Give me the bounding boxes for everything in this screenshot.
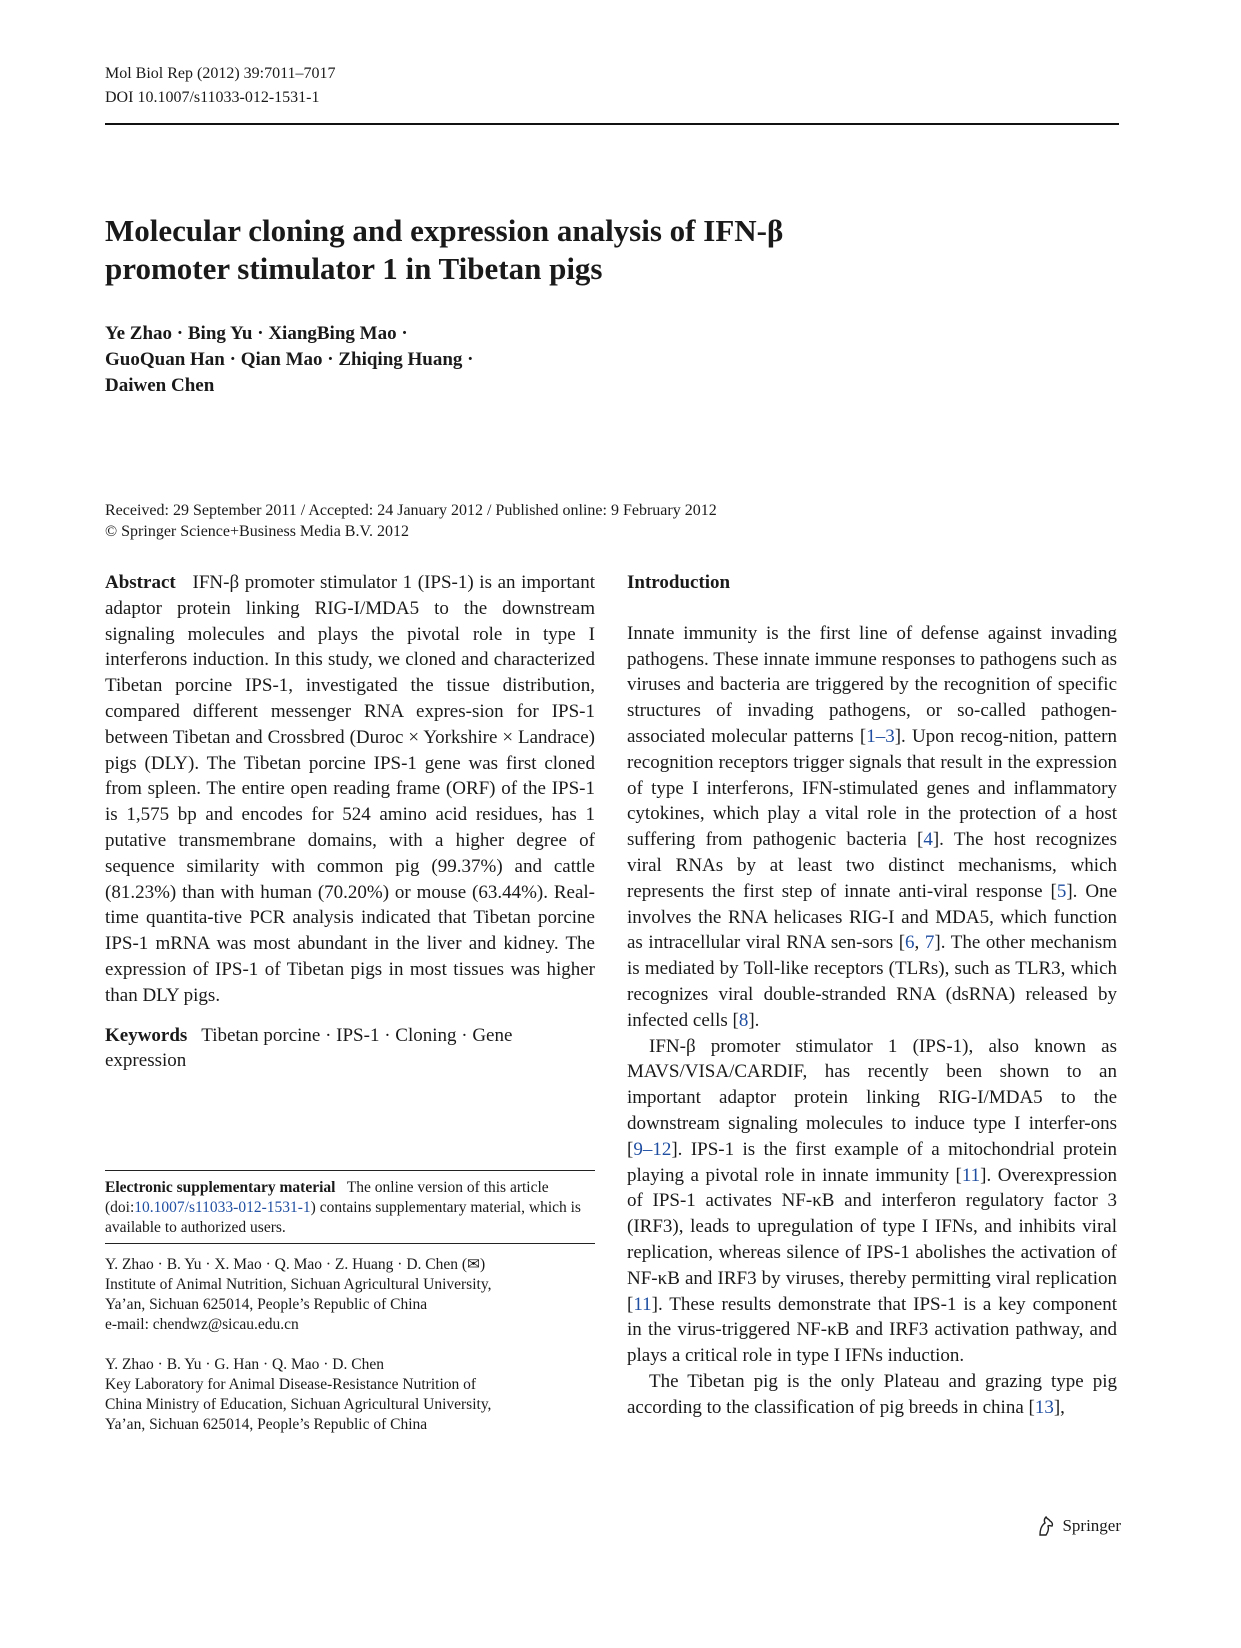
p1-text-e: , xyxy=(914,932,925,954)
journal-citation: Mol Biol Rep (2012) 39:7011–7017 xyxy=(105,65,336,82)
keywords-label: Keywords xyxy=(105,1024,188,1046)
introduction-heading: Introduction xyxy=(627,572,731,593)
keywords-paragraph xyxy=(105,1023,595,1075)
copyright: © Springer Science+Business Media B.V. 2012 xyxy=(105,523,409,540)
header-rule xyxy=(105,123,1119,125)
ref-7[interactable]: 7 xyxy=(924,932,935,954)
affiliation-2 xyxy=(105,1355,595,1435)
intro-paragraph-2 xyxy=(627,1034,1117,1369)
ref-1-3[interactable]: 1–3 xyxy=(866,725,895,747)
keywords-text: Tibetan porcine · IPS-1 · Cloning · Gene expression xyxy=(105,1024,513,1072)
publisher-name: Springer xyxy=(1062,1516,1121,1535)
ref-8[interactable]: 8 xyxy=(738,1009,749,1031)
footnote-rule-1 xyxy=(105,1170,595,1171)
ref-11b[interactable]: 11 xyxy=(633,1293,652,1315)
affiliation-1-email: e-mail: chendwz@sicau.edu.cn xyxy=(105,1316,299,1333)
ref-4[interactable]: 4 xyxy=(923,829,933,851)
affiliation-1-names: Y. Zhao · B. Yu · X. Mao · Q. Mao · Z. Huang · D. Chen (✉) xyxy=(105,1256,486,1273)
p2-text-d: ]. These results demonstrate that IPS-1 is a key component in the virus-triggered NF-κB and IRF3 activation pathway, and plays a critical role in type I IFNs induction. xyxy=(627,1293,1117,1367)
ref-5[interactable]: 5 xyxy=(1056,880,1067,902)
p1-text-c: ]. The host recognizes viral RNAs by at least two distinct mechanisms, which represents the first step of innate anti-viral response [ xyxy=(627,829,1117,902)
title-line-2: promoter stimulator 1 in Tibetan pigs xyxy=(105,251,603,286)
p3-text-a: The Tibetan pig is the only Plateau and grazing type pig according to the classification of pig breeds in china [ xyxy=(627,1370,1117,1418)
ref-6[interactable]: 6 xyxy=(905,932,915,954)
ref-9-12[interactable]: 9–12 xyxy=(633,1138,672,1160)
p1-text-b: ]. Upon recog-nition, pattern recognition receptors trigger signals that result in the expression of type I interferons, IFN-stimulated genes and inflammatory cytokines, which play a vital role in the protection of a host suffering from pathogenic bacteria [ xyxy=(627,725,1118,851)
springer-horse-icon xyxy=(1036,1515,1056,1537)
supplementary-text-after: ) contains supplementary material, which is available to authorized users. xyxy=(105,1199,581,1236)
p3-text-b: ], xyxy=(1053,1396,1065,1418)
affiliation-2-names: Y. Zhao · B. Yu · G. Han · Q. Mao · D. Chen xyxy=(105,1356,384,1373)
authors-line-2: GuoQuan Han · Qian Mao · Zhiqing Huang · xyxy=(105,349,474,370)
affiliation-2-line-3: Ya’an, Sichuan 625014, People’s Republic of China xyxy=(105,1416,428,1433)
affiliation-1-line-1: Institute of Animal Nutrition, Sichuan Agricultural University, xyxy=(105,1276,492,1293)
abstract-section xyxy=(105,570,595,1074)
supplementary-text-before: The online version of this article (doi: xyxy=(105,1179,549,1216)
p2-text-b: ]. IPS-1 is the first example of a mitochondrial protein playing a pivotal role in innate immunity [ xyxy=(627,1138,1117,1186)
p2-text-c: ]. Overexpression of IPS-1 activates NF-κB and interferon regulatory factor 3 (IRF3), leads to upregulation of type I IFNs, and inhibits viral replication, whereas silence of IPS-1 abolishes the activation of NF-κB and IRF3 by viruses, thereby permitting viral replication [ xyxy=(627,1164,1118,1315)
p1-text-d: ]. One involves the RNA helicases RIG-I and MDA5, which function as intracellular viral RNA sen-sors [ xyxy=(627,880,1118,954)
supplementary-label: Electronic supplementary material xyxy=(105,1179,336,1196)
p1-text-a: Innate immunity is the first line of defense against invading pathogens. These innate immune responses to pathogens such as viruses and bacteria are triggered by the recognition of specific structures of invading pathogens, or so-called pathogen-associated molecular patterns [ xyxy=(627,622,1117,747)
footnote-rule-2 xyxy=(105,1243,595,1244)
publisher-logo xyxy=(1036,1515,1121,1537)
supplementary-note xyxy=(105,1178,595,1238)
publication-dates xyxy=(105,500,717,542)
doi: DOI 10.1007/s11033-012-1531-1 xyxy=(105,89,320,106)
intro-paragraph-1 xyxy=(627,621,1117,1034)
p1-text-f: ]. The other mechanism is mediated by Toll-like receptors (TLRs), such as TLR3, which recognizes viral double-stranded RNA (dsRNA) released by infected cells [ xyxy=(627,932,1118,1031)
affiliation-1 xyxy=(105,1255,595,1335)
journal-header xyxy=(105,62,336,110)
intro-paragraph-3 xyxy=(627,1369,1117,1421)
title-line-1: Molecular cloning and expression analysis of IFN-β xyxy=(105,213,784,248)
abstract-paragraph xyxy=(105,570,595,1009)
p2-text-a: IFN-β promoter stimulator 1 (IPS-1), also known as MAVS/VISA/CARDIF, has recently been shown to an important adaptor protein linking RIG-I/MDA5 to the downstream signaling molecules to induce type I interfer-ons [ xyxy=(627,1035,1117,1160)
supplementary-doi-link[interactable]: 10.1007/s11033-012-1531-1 xyxy=(134,1199,311,1216)
p1-text-g: ]. xyxy=(748,1009,760,1031)
author-list xyxy=(105,321,474,399)
ref-11a[interactable]: 11 xyxy=(961,1164,981,1186)
authors-line-3: Daiwen Chen xyxy=(105,375,215,396)
abstract-text: IFN-β promoter stimulator 1 (IPS-1) is an important adaptor protein linking RIG-I/MDA5 to the downstream signaling molecules and plays the pivotal role in type I interferons induction. In this study, we cloned and characterized Tibetan porcine IPS-1, investigated the tissue distribution, compared different messenger RNA expres-sion for IPS-1 between Tibetan and Crossbred (Duroc × Yorkshire × Landrace) pigs (DLY). The Tibetan porcine IPS-1 gene was first cloned from spleen. The entire open reading frame (ORF) of the IPS-1 is 1,575 bp and encodes for 524 amino acid residues, has 1 putative transmembrane domains, with a higher degree of sequence similarity with common pig (99.37%) and cattle (81.23%) than with human (70.20%) or mouse (63.44%). Real-time quantita-tive PCR analysis indicated that Tibetan porcine IPS-1 mRNA was most abundant in the liver and kidney. The expression of IPS-1 of Tibetan pigs in most tissues was higher than DLY pigs. xyxy=(105,572,596,1006)
authors-line-1: Ye Zhao · Bing Yu · XiangBing Mao · xyxy=(105,323,408,344)
affiliation-2-line-1: Key Laboratory for Animal Disease-Resistance Nutrition of xyxy=(105,1376,477,1393)
date-history: Received: 29 September 2011 / Accepted: 24 January 2012 / Published online: 9 February 2012 xyxy=(105,502,717,519)
abstract-label: Abstract xyxy=(105,572,176,593)
ref-13[interactable]: 13 xyxy=(1034,1396,1054,1418)
affiliation-2-line-2: China Ministry of Education, Sichuan Agricultural University, xyxy=(105,1396,492,1413)
introduction-section xyxy=(627,570,1117,1421)
article-title xyxy=(105,212,1005,288)
affiliation-1-line-2: Ya’an, Sichuan 625014, People’s Republic of China xyxy=(105,1296,428,1313)
